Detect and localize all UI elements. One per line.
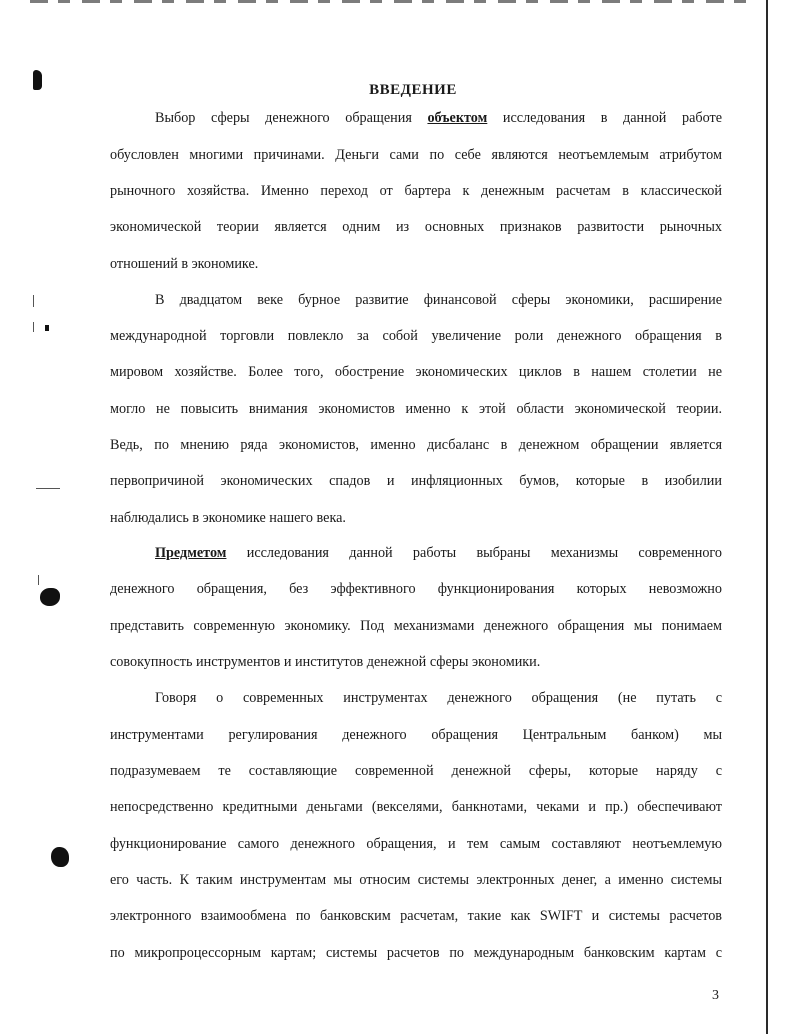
binder-hole-mark	[51, 847, 69, 867]
scan-speck	[45, 325, 49, 331]
margin-tick	[36, 488, 60, 489]
margin-tick	[33, 322, 34, 332]
page-title: ВВЕДЕНИЕ	[369, 82, 457, 98]
text-line: совокупность инструментов и институтов денежной сферы экономики.	[110, 654, 541, 670]
text-line: электронного взаимообмена по банковским расчетам, такие как SWIFT и системы расчетов	[110, 908, 722, 924]
text-line: первопричиной экономических спадов и инфляционных бумов, которые в изобилии	[110, 473, 722, 489]
text-line: рыночного хозяйства. Именно переход от бартера к денежным расчетам в классической	[110, 183, 722, 199]
margin-tick	[38, 575, 39, 585]
text-line: отношений в экономике.	[110, 256, 259, 272]
text-line: международной торговли повлекло за собой увеличение роли денежного обращения в	[110, 328, 722, 344]
emphasized-term: Предметом	[155, 545, 227, 561]
text-line: Говоря о современных инструментах денежного обращения (не путать с	[155, 690, 722, 706]
text-line: мировом хозяйстве. Более того, обострение экономических циклов в нашем столетии не	[110, 364, 722, 380]
binder-hole-mark	[40, 588, 60, 606]
text-line: могло не повысить внимания экономистов именно к этой области экономической теории.	[110, 401, 722, 417]
text-line: обусловлен многими причинами. Деньги сами по себе являются неотъемлемым атрибутом	[110, 147, 722, 163]
text-line: его часть. К таким инструментам мы относим системы электронных денег, а именно системы	[110, 872, 722, 888]
scan-top-strip	[30, 0, 750, 3]
text-line: представить современную экономику. Под механизмами денежного обращения мы понимаем	[110, 618, 722, 634]
text-line: В двадцатом веке бурное развитие финансовой сферы экономики, расширение	[155, 292, 722, 308]
text-line: Ведь, по мнению ряда экономистов, именно дисбаланс в денежном обращении является	[110, 437, 722, 453]
text-line: наблюдались в экономике нашего века.	[110, 510, 346, 526]
text-line: непосредственно кредитными деньгами (векселями, банкнотами, чеками и пр.) обеспечивают	[110, 799, 722, 815]
text-line: Выбор сферы денежного обращения объектом исследования в данной работе	[155, 110, 722, 126]
text-line: экономической теории является одним из основных признаков развитости рыночных	[110, 219, 722, 235]
text-line: денежного обращения, без эффективного функционирования которых невозможно	[110, 581, 722, 597]
text-line: функционирование самого денежного обращения, и тем самым составляют неотъемлемую	[110, 836, 722, 852]
text-line: по микропроцессорным картам; системы расчетов по международным банковским картам с	[110, 945, 722, 961]
margin-tick	[33, 295, 34, 307]
text-line: инструментами регулирования денежного обращения Центральным банком) мы	[110, 727, 722, 743]
text-line: Предметом исследования данной работы выбраны механизмы современного	[155, 545, 722, 561]
emphasized-term: объектом	[427, 110, 488, 126]
text-line: подразумеваем те составляющие современной денежной сферы, которые наряду с	[110, 763, 722, 779]
page-number: 3	[712, 988, 719, 1003]
scan-right-edge	[766, 0, 768, 1034]
